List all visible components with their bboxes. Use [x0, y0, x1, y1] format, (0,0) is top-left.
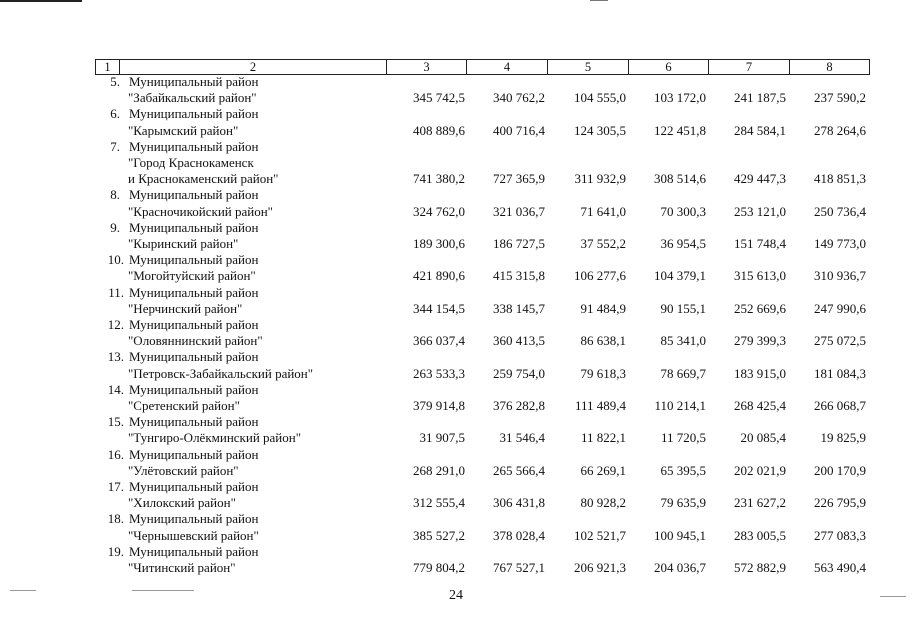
value-cell-col5: 37 552,2 — [580, 236, 626, 251]
value-cell-col4: 400 716,4 — [493, 122, 545, 138]
row-number: 10. — [107, 252, 124, 268]
value-cell-col6: 85 341,0 — [660, 333, 706, 349]
footer-dash — [10, 590, 36, 591]
value-cell-col3: 31 907,5 — [419, 430, 465, 446]
header-cell-6: 6 — [629, 60, 709, 74]
table-header-row — [95, 59, 870, 75]
value-cell-col4: 186 727,5 — [493, 236, 545, 251]
row-number: 13. — [107, 349, 124, 365]
header-cell-8: 8 — [826, 60, 833, 74]
value-cell-col8: 181 084,3 — [814, 365, 866, 381]
row-number: 16. — [107, 446, 124, 462]
value-cell-col4: 727 365,9 — [493, 171, 545, 187]
value-cell-col8: 278 264,6 — [814, 122, 866, 138]
value-cell-col5: 71 641,0 — [580, 203, 626, 219]
value-cell-col7: 268 425,4 — [734, 398, 786, 413]
value-cell-col8: 200 170,9 — [814, 462, 866, 478]
value-cell-col4: 767 527,1 — [493, 560, 545, 575]
row-number: 9. — [110, 219, 120, 235]
value-cell-col7: 284 584,1 — [734, 122, 786, 138]
row-number: 11. — [108, 284, 124, 300]
value-cell-col6: 103 172,0 — [654, 90, 706, 106]
row-label: Муниципальный район — [129, 106, 259, 122]
value-cell-col8: 310 936,7 — [814, 268, 866, 284]
value-cell-col3: 344 154,5 — [413, 300, 465, 316]
value-cell-col3: 312 555,4 — [413, 495, 465, 511]
value-cell-col8: 250 736,4 — [814, 203, 866, 219]
value-cell-col8: 266 068,7 — [814, 398, 866, 413]
value-cell-col7: 151 748,4 — [734, 236, 786, 251]
value-cell-col8: 275 072,5 — [814, 333, 866, 349]
row-label: Муниципальный район — [129, 219, 259, 235]
row-label: "Улётовский район" — [128, 462, 239, 478]
row-label: "Могойтуйский район" — [128, 268, 256, 284]
row-label: Муниципальный район — [129, 252, 259, 268]
value-cell-col7: 20 085,4 — [740, 430, 786, 446]
value-cell-col7: 429 447,3 — [734, 171, 786, 187]
value-cell-col7: 572 882,9 — [734, 560, 786, 575]
value-cell-col5: 106 277,6 — [574, 268, 626, 284]
row-number: 7. — [110, 138, 120, 154]
row-label: "Оловяннинский район" — [128, 333, 263, 349]
footer-dash — [880, 596, 906, 597]
header-cell-2: 2 — [120, 60, 387, 74]
value-cell-col4: 338 145,7 — [493, 300, 545, 316]
value-cell-col5: 79 618,3 — [580, 365, 626, 381]
value-cell-col8: 237 590,2 — [814, 90, 866, 106]
value-cell-col4: 265 566,4 — [493, 462, 545, 478]
value-cell-col3: 345 742,5 — [413, 90, 465, 106]
row-number: 6. — [110, 106, 120, 122]
row-label: Муниципальный район — [129, 138, 259, 154]
footer-dash — [132, 590, 194, 591]
value-cell-col6: 79 635,9 — [660, 495, 706, 511]
value-cell-col4: 306 431,8 — [493, 495, 545, 511]
header-cell-5: 5 — [548, 60, 629, 74]
value-cell-col6: 204 036,7 — [654, 560, 706, 575]
row-number: 5. — [110, 74, 120, 89]
value-cell-col4: 378 028,4 — [493, 527, 545, 543]
value-cell-col8: 247 990,6 — [814, 300, 866, 316]
row-label: "Карымский район" — [128, 122, 239, 138]
value-cell-col3: 385 527,2 — [413, 527, 465, 543]
value-cell-col5: 91 484,9 — [580, 300, 626, 316]
value-cell-col3: 779 804,2 — [413, 560, 465, 575]
row-label: "Красночикойский район" — [128, 203, 273, 219]
row-label: "Кыринский район" — [128, 236, 239, 251]
top-rule-mark — [590, 0, 608, 1]
row-label: Муниципальный район — [129, 543, 259, 559]
value-cell-col3: 263 533,3 — [413, 365, 465, 381]
row-label: Муниципальный район — [129, 187, 259, 203]
header-cell-4: 4 — [467, 60, 548, 74]
value-cell-col3: 379 914,8 — [413, 398, 465, 413]
row-label: Муниципальный район — [129, 74, 259, 89]
value-cell-col8: 563 490,4 — [814, 560, 866, 575]
value-cell-col5: 102 521,7 — [574, 527, 626, 543]
top-rule — [0, 0, 82, 2]
value-cell-col6: 70 300,3 — [660, 203, 706, 219]
value-cell-col7: 283 005,5 — [734, 527, 786, 543]
value-cell-col3: 268 291,0 — [413, 462, 465, 478]
row-label: "Город Краснокаменск — [128, 155, 254, 170]
value-cell-col6: 36 954,5 — [660, 236, 706, 251]
value-cell-col8: 149 773,0 — [814, 236, 866, 251]
row-number: 17. — [107, 479, 124, 494]
value-cell-col7: 202 021,9 — [734, 462, 786, 478]
value-cell-col8: 277 083,3 — [814, 527, 866, 543]
value-cell-col6: 100 945,1 — [654, 527, 706, 543]
value-cell-col7: 252 669,6 — [734, 300, 786, 316]
row-label: и Краснокаменский район" — [128, 171, 279, 187]
header-cell-7: 7 — [709, 60, 790, 74]
row-label: Муниципальный район — [129, 381, 259, 397]
value-cell-col8: 418 851,3 — [814, 171, 866, 187]
value-cell-col5: 111 489,4 — [574, 398, 626, 413]
value-cell-col6: 308 514,6 — [654, 171, 706, 187]
value-cell-col4: 340 762,2 — [493, 90, 545, 106]
value-cell-col4: 321 036,7 — [493, 203, 545, 219]
row-label: "Петровск-Забайкальский район" — [128, 365, 314, 381]
value-cell-col3: 408 889,6 — [413, 122, 465, 138]
row-label: Муниципальный район — [129, 511, 259, 527]
value-cell-col6: 90 155,1 — [660, 300, 706, 316]
value-cell-col5: 124 305,5 — [574, 122, 626, 138]
header-cell-1: 1 — [96, 60, 120, 74]
value-cell-col5: 86 638,1 — [580, 333, 626, 349]
value-cell-col5: 66 269,1 — [580, 462, 626, 478]
row-number: 8. — [110, 187, 120, 203]
row-label: Муниципальный район — [129, 446, 259, 462]
value-cell-col4: 31 546,4 — [499, 430, 545, 446]
row-label: "Забайкальский район" — [128, 90, 257, 106]
value-cell-col7: 231 627,2 — [734, 495, 786, 511]
row-label: "Читинский район" — [128, 560, 236, 575]
value-cell-col7: 253 121,0 — [734, 203, 786, 219]
row-label: Муниципальный район — [129, 414, 259, 430]
value-cell-col7: 279 399,3 — [734, 333, 786, 349]
value-cell-col5: 104 555,0 — [574, 90, 626, 106]
row-label: "Сретенский район" — [128, 398, 240, 413]
value-cell-col6: 110 214,1 — [654, 398, 706, 413]
value-cell-col3: 189 300,6 — [413, 236, 465, 251]
value-cell-col3: 741 380,2 — [413, 171, 465, 187]
value-cell-col6: 122 451,8 — [654, 122, 706, 138]
row-label: Муниципальный район — [129, 349, 259, 365]
value-cell-col7: 183 915,0 — [734, 365, 786, 381]
row-label: "Хилокский район" — [128, 495, 236, 511]
value-cell-col8: 226 795,9 — [814, 495, 866, 511]
row-label: Муниципальный район — [129, 479, 259, 494]
value-cell-col6: 11 720,5 — [660, 430, 706, 446]
row-label: "Чернышевский район" — [128, 527, 259, 543]
value-cell-col7: 241 187,5 — [734, 90, 786, 106]
row-label: "Нерчинский район" — [128, 300, 243, 316]
row-number: 14. — [107, 381, 124, 397]
row-label: Муниципальный район — [129, 284, 259, 300]
page-number: 24 — [449, 588, 463, 603]
value-cell-col5: 80 928,2 — [580, 495, 626, 511]
value-cell-col5: 311 932,9 — [574, 171, 626, 187]
value-cell-col3: 421 890,6 — [413, 268, 465, 284]
value-cell-col6: 104 379,1 — [654, 268, 706, 284]
value-cell-col4: 360 413,5 — [493, 333, 545, 349]
row-number: 19. — [107, 543, 124, 559]
value-cell-col6: 78 669,7 — [660, 365, 706, 381]
row-number: 12. — [107, 317, 124, 332]
value-cell-col8: 19 825,9 — [820, 430, 866, 446]
value-cell-col5: 206 921,3 — [574, 560, 626, 575]
value-cell-col4: 376 282,8 — [493, 398, 545, 413]
value-cell-col4: 259 754,0 — [493, 365, 545, 381]
header-cell-3: 3 — [387, 60, 467, 74]
value-cell-col4: 415 315,8 — [493, 268, 545, 284]
row-number: 15. — [107, 414, 124, 430]
row-number: 18. — [107, 511, 124, 527]
value-cell-col7: 315 613,0 — [734, 268, 786, 284]
value-cell-col5: 11 822,1 — [580, 430, 626, 446]
value-cell-col3: 324 762,0 — [413, 203, 465, 219]
value-cell-col6: 65 395,5 — [660, 462, 706, 478]
value-cell-col3: 366 037,4 — [413, 333, 465, 349]
row-label: Муниципальный район — [129, 317, 259, 332]
row-label: "Тунгиро-Олёкминский район" — [128, 430, 302, 446]
